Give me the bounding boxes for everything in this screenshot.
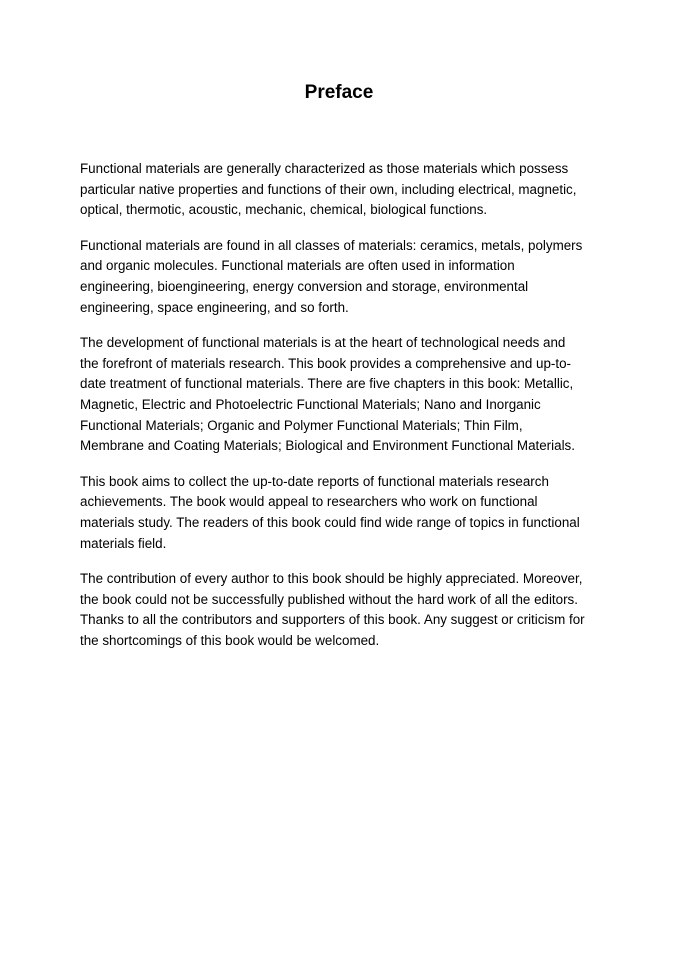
text-line: the shortcomings of this book would be welcomed. [80,632,380,648]
text-line: materials field. [80,535,167,551]
paragraph-3 [80,333,600,457]
text-line: Thanks to all the contributors and supporters of this book. Any suggest or criticism for [80,612,585,628]
paragraph-2 [80,236,600,318]
text-line: date treatment of functional materials. There are five chapters in this book: Metallic, [80,376,574,392]
text-line: Functional Materials; Organic and Polymer Functional Materials; Thin Film, [80,417,523,433]
text-line: This book aims to collect the up-to-date reports of functional materials research [80,473,549,489]
text-line: engineering, space engineering, and so forth. [80,299,349,315]
paragraph-1 [80,159,600,221]
paragraph-5 [80,569,600,651]
text-line: Functional materials are found in all classes of materials: ceramics, metals, polymers [80,237,583,253]
text-line: the forefront of materials research. This book provides a comprehensive and up-to- [80,355,571,371]
text-line: particular native properties and functions of their own, including electrical, magnetic, [80,181,577,197]
text-line: Membrane and Coating Materials; Biological and Environment Functional Materials. [80,438,575,454]
text-line: materials study. The readers of this book could find wide range of topics in functional [80,514,580,530]
text-line: The contribution of every author to this book should be highly appreciated. Moreover, [80,571,583,587]
text-line: achievements. The book would appeal to researchers who work on functional [80,494,538,510]
text-line: The development of functional materials is at the heart of technological needs and [80,335,566,351]
text-line: the book could not be successfully published without the hard work of all the editors. [80,591,578,607]
page-title: Preface [304,82,374,103]
text-line: engineering, bioengineering, energy conversion and storage, environmental [80,278,529,294]
paragraph-4 [80,472,600,554]
text-line: Magnetic, Electric and Photoelectric Functional Materials; Nano and Inorganic [80,396,541,412]
preface-body [80,159,600,666]
text-line: and organic molecules. Functional materials are often used in information [80,258,515,274]
text-line: optical, thermotic, acoustic, mechanic, chemical, biological functions. [80,202,488,218]
text-line: Functional materials are generally characterized as those materials which possess [80,161,569,176]
